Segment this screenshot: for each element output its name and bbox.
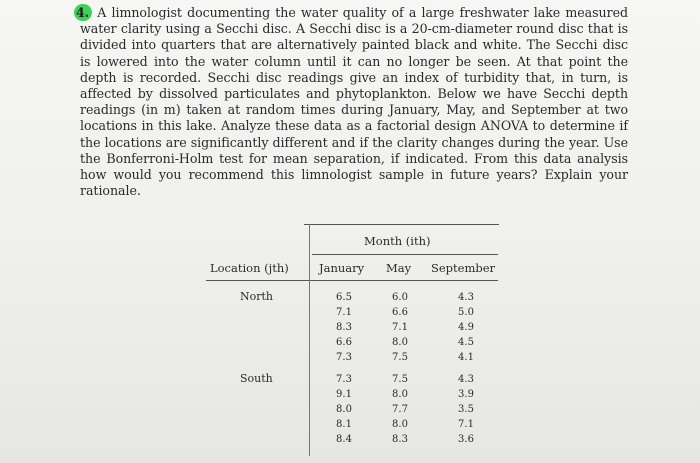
table-cell: 8.3 xyxy=(392,434,408,445)
column-header-may: May xyxy=(386,261,412,275)
table-cell: 5.0 xyxy=(458,307,474,318)
table-cell: 7.3 xyxy=(336,352,352,363)
table-cell: 7.1 xyxy=(392,322,408,333)
table-cell: 8.0 xyxy=(392,419,408,430)
north-september-values xyxy=(446,290,486,365)
table-cell: 7.5 xyxy=(392,352,408,363)
month-rule xyxy=(312,254,498,255)
header-bottom-rule xyxy=(206,280,498,281)
question-paragraph xyxy=(76,4,628,199)
table-cell: 6.6 xyxy=(392,307,408,318)
table-cell: 7.5 xyxy=(392,374,408,385)
table-cell: 4.9 xyxy=(458,322,474,333)
table-cell: 7.1 xyxy=(458,419,474,430)
table-cell: 3.9 xyxy=(458,389,474,400)
table-cell: 4.5 xyxy=(458,337,474,348)
table-cell: 4.3 xyxy=(458,374,474,385)
north-may-values xyxy=(380,290,420,365)
question-text: A limnologist documenting the water quality of a large freshwater lake measured water clarity using a Secchi disc. A Secchi disc is a 20-cm-diameter round disc that is divided into quarters that are alternatively painted black and white. The Secchi disc is lowered into the water column until it can no longer be seen. At that point the depth is recorded. Secchi disc readings give an index of turbidity that, in turn, is affected by dissolved particulates and phytoplankton. Below we have Secchi depth readings (in m) taken at random times during January, May, and September at two locations in this lake. Analyze these data as a factorial design ANOVA to determine if the locations are significantly different and if the clarity changes during the year. Use the Bonferroni-Holm test for mean separation, if indicated. From this data analysis how would you recommend this limnologist sample in future years? Explain your rationale. xyxy=(80,5,628,199)
table-cell: 9.1 xyxy=(336,389,352,400)
question-number: 4. xyxy=(74,4,92,21)
table-cell: 6.6 xyxy=(336,337,352,348)
table-cell: 6.5 xyxy=(336,292,352,303)
north-january-values xyxy=(324,290,364,365)
month-header: Month (ith) xyxy=(364,234,431,248)
table-cell: 6.0 xyxy=(392,292,408,303)
table-cell: 7.7 xyxy=(392,404,408,415)
table-divider xyxy=(309,224,310,456)
column-header-january: January xyxy=(319,261,365,275)
secchi-data-table xyxy=(204,224,504,456)
table-cell: 4.1 xyxy=(458,352,474,363)
table-cell: 4.3 xyxy=(458,292,474,303)
column-header-september: September xyxy=(431,261,496,275)
table-cell: 3.5 xyxy=(458,404,474,415)
table-cell: 7.3 xyxy=(336,374,352,385)
table-cell: 8.0 xyxy=(392,337,408,348)
location-column-header: Location (jth) xyxy=(210,261,289,275)
table-top-rule xyxy=(304,224,499,225)
table-cell: 8.0 xyxy=(392,389,408,400)
table-cell: 8.1 xyxy=(336,419,352,430)
table-cell: 7.1 xyxy=(336,307,352,318)
south-september-values xyxy=(446,372,486,447)
row-label-south: South xyxy=(240,372,273,385)
table-cell: 8.3 xyxy=(336,322,352,333)
table-cell: 8.0 xyxy=(336,404,352,415)
row-label-north: North xyxy=(240,290,274,303)
south-may-values xyxy=(380,372,420,447)
table-cell: 8.4 xyxy=(336,434,352,445)
table-cell: 3.6 xyxy=(458,434,474,445)
south-january-values xyxy=(324,372,364,447)
